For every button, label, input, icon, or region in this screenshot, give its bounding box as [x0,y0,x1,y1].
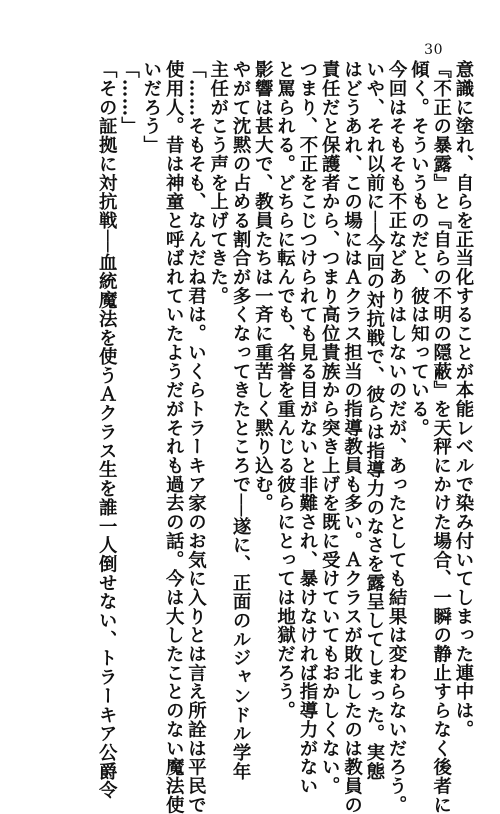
text-line: はどうあれ、この場にはＡクラス担当の指導教員も多い。Ａクラスが敗北したのは教員の [341,60,363,814]
text-line: いだろう」 [140,60,162,155]
text-line: 『不正の暴露』と『自らの不明の隠蔽』を天秤にかけた場合、一瞬の静止すらなく後者に [430,60,452,814]
text-line: つまり、不正をこじつけられても見る目がないと非難され、暴けなければ指導力がない [296,60,318,796]
text-line: 「……」 [118,60,140,136]
vertical-text-body [95,60,474,814]
text-line: 使用人。昔は神童と呼ばれていたようだがそれも過去の話。今は大したことのない魔法使 [163,60,185,814]
text-line: 「……そもそも、なんだね君は。いくらトラーキア家のお気に入りとは言え所詮は平民で [185,60,207,814]
text-line: やがて沈黙の占める割合が多くなってきたところで──遂に、正面のルジャンドル学年 [230,60,252,781]
text-line: 主任がこう声を上げてきた。 [207,60,229,306]
page-number: 30 [424,42,443,58]
text-line: 意識に塗れ、自らを正当化することが本能レベルで染み付いてしまった連中は。 [453,60,474,739]
text-line: 今回はそもそも不正などありはしないのだが、あったとしても結果は変わらないだろう。 [386,60,408,814]
text-line: 責任だと保護者から、つまり高位貴族から突き上げを既に受けていてもおかしくない。 [319,60,341,796]
text-line: 「その証拠に対抗戦──血統魔法を使うＡクラス生を誰一人倒せない、トラーキア公爵令 [96,60,118,800]
text-line: と罵られる。どちらに転んでも、名誉を重んじる彼らにとっては地獄だろう。 [274,60,296,720]
text-line: 影響は甚大で、教員たちは一斉に重苦しく黙り込む。 [252,60,274,513]
text-line: 傾く。そういうものだと、彼は知っている。 [408,60,430,437]
text-line: いや、それ以前に──今回の対抗戦で、彼らは指導力のなさを露呈してしまった。実態 [363,60,385,781]
